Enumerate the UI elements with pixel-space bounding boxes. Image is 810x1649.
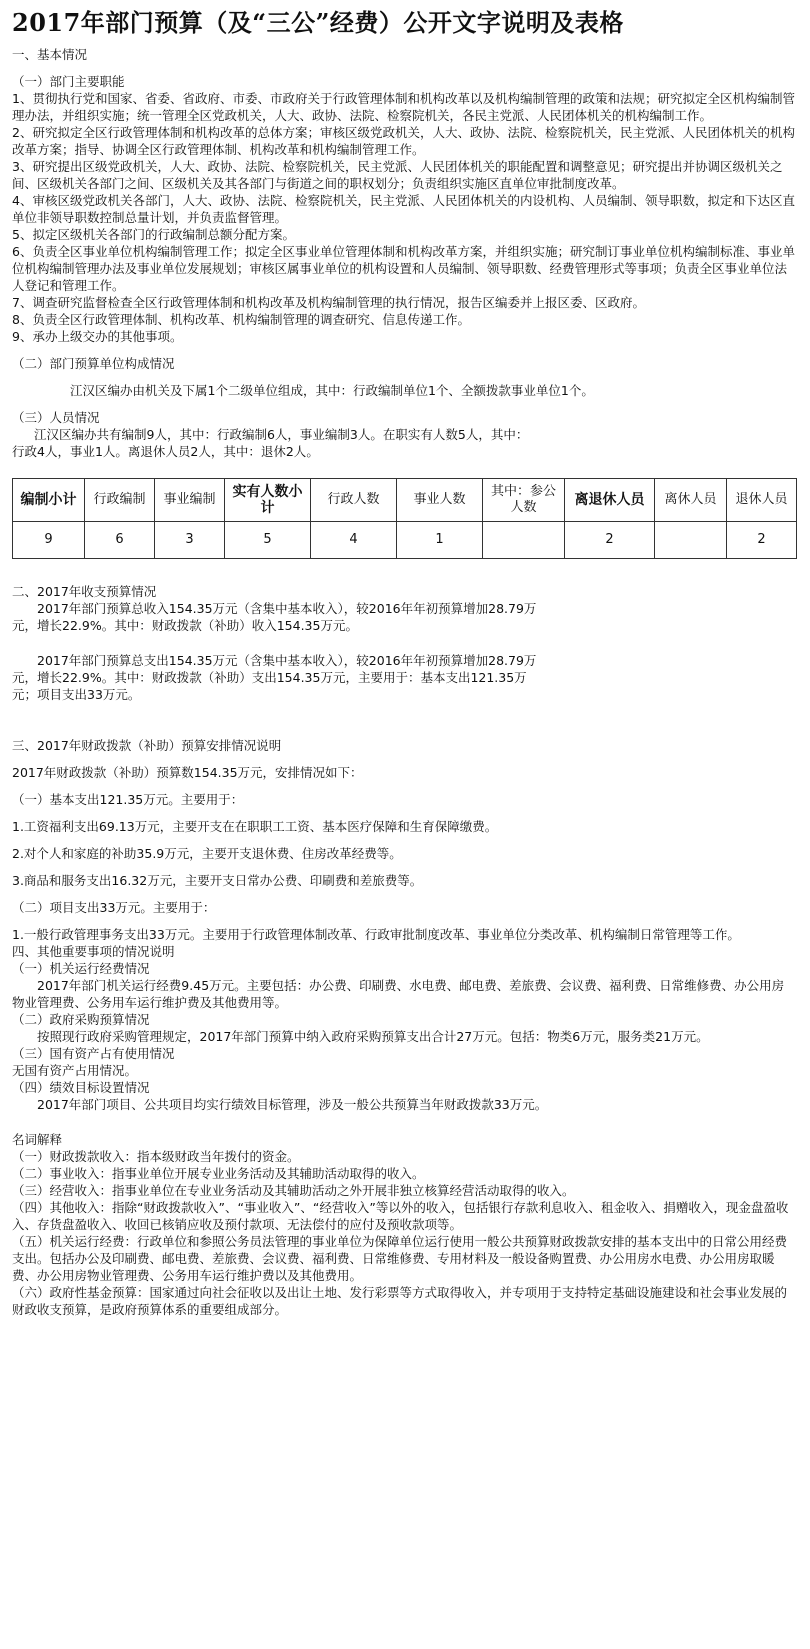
units-text: 江汉区编办由机关及下属1个二级单位组成，其中：行政编制单位1个、全额拨款事业单位1个。: [70, 383, 594, 398]
table-header-cell: 事业编制: [155, 479, 225, 522]
procurement-heading: （二）政府采购预算情况: [12, 1012, 150, 1027]
allocation-intro: 2017年财政拨款（补助）预算数154.35万元，安排情况如下：: [12, 765, 363, 780]
document-title: 2017年部门预算（及“三公”经费）公开文字说明及表格: [12, 8, 624, 37]
section-2-heading: 二、2017年收支预算情况: [12, 584, 157, 599]
staff-table: [12, 478, 797, 559]
duties-heading: （一）部门主要职能: [12, 74, 125, 89]
section-4-heading: 四、其他重要事项的情况说明: [12, 944, 175, 959]
staff-heading: （三）人员情况: [12, 410, 100, 425]
table-cell: [483, 522, 565, 559]
duty-item: 1、贯彻执行党和国家、省委、省政府、市委、市政府关于行政管理体制和机构改革以及机构编制管理的政策和法规；研究拟定全区机构编制管理办法，并组织实施；统一管理全区党政机关，人大、政协、法院、检察院机关，各民主党派、人民团体机关的机构编制工作。: [12, 91, 795, 123]
table-row: [13, 522, 797, 559]
units-heading: （二）部门预算单位构成情况: [12, 356, 175, 371]
glossary-item: （一）财政拨款收入：指本级财政当年拨付的资金。: [12, 1149, 300, 1164]
project-expense-heading: （二）项目支出33万元。主要用于：: [12, 900, 216, 915]
table-cell: 5: [225, 522, 311, 559]
staff-text-line-2: 行政4人，事业1人。离退休人员2人，其中：退休2人。: [12, 444, 319, 459]
table-header-cell: 事业人数: [397, 479, 483, 522]
duty-item: 5、拟定区级机关各部门的行政编制总额分配方案。: [12, 227, 295, 242]
procurement-text: 按照现行政府采购管理规定，2017年部门预算中纳入政府采购预算支出合计27万元。包括：物类6万元，服务类21万元。: [37, 1029, 709, 1044]
table-header-cell: 实有人数小计: [225, 479, 311, 522]
table-header-cell: 其中：参公人数: [483, 479, 565, 522]
duty-item: 4、审核区级党政机关各部门，人大、政协、法院、检察院机关，民主党派、人民团体机关的内设机构、人员编制、领导职数，拟定和下达区直单位非领导职数控制总量计划，并负责监督管理。: [12, 193, 795, 225]
table-header-row: [13, 479, 797, 522]
table-header-cell: 退休人员: [727, 479, 797, 522]
basic-expense-heading: （一）基本支出121.35万元。主要用于：: [12, 792, 244, 807]
glossary-heading: 名词解释: [12, 1132, 63, 1147]
section-3-heading: 三、2017年财政拨款（补助）预算安排情况说明: [12, 738, 282, 753]
basic-expense-item: 1.工资福利支出69.13万元，主要开支在在职职工工资、基本医疗保障和生育保障缴费。: [12, 819, 498, 834]
table-header-cell: 离退休人员: [565, 479, 655, 522]
basic-expense-item: 3.商品和服务支出16.32万元，主要开支日常办公费、印刷费和差旅费等。: [12, 873, 423, 888]
duty-item: 6、负责全区事业单位机构编制管理工作；拟定全区事业单位管理体制和机构改革方案，并组织实施；研究制订事业单位机构编制标准、事业单位机构编制管理办法及事业单位发展规划；审核区属事业单位的机构设置和人员编制、领导职数、经费管理形式等事项；负责全区事业单位法人登记和管理工作。: [12, 244, 795, 293]
table-header-cell: 离休人员: [655, 479, 727, 522]
duty-item: 3、研究提出区级党政机关，人大、政协、法院、检察院机关，民主党派、人民团体机关的职能配置和调整意见；研究提出并协调区级机关之间、区级机关各部门之间、区级机关及其各部门与街道之间的职权划分；负责组织实施区直单位审批制度改革。: [12, 159, 783, 191]
performance-heading: （四）绩效目标设置情况: [12, 1080, 150, 1095]
table-cell: 2: [727, 522, 797, 559]
document-page: [12, 6, 796, 1318]
table-header-cell: 行政人数: [311, 479, 397, 522]
assets-text: 无国有资产占用情况。: [12, 1063, 138, 1078]
income-text-line-1: 2017年部门预算总收入154.35万元（含集中基本收入），较2016年年初预算增加28.79万: [37, 601, 537, 616]
duty-item: 7、调查研究监督检查全区行政管理体制和机构改革及机构编制管理的执行情况，报告区编委并上报区委、区政府。: [12, 295, 645, 310]
assets-heading: （三）国有资产占有使用情况: [12, 1046, 175, 1061]
table-cell: 2: [565, 522, 655, 559]
table-cell: 9: [13, 522, 85, 559]
glossary-item: （二）事业收入：指事业单位开展专业业务活动及其辅助活动取得的收入。: [12, 1166, 425, 1181]
duty-item: 9、承办上级交办的其他事项。: [12, 329, 183, 344]
performance-text: 2017年部门项目、公共项目均实行绩效目标管理，涉及一般公共预算当年财政拨款33万元。: [37, 1097, 548, 1112]
duty-item: 8、负责全区行政管理体制、机构改革、机构编制管理的调查研究、信息传递工作。: [12, 312, 470, 327]
glossary-item: （六）政府性基金预算：国家通过向社会征收以及出让土地、发行彩票等方式取得收入，并专项用于支持特定基础设施建设和社会事业发展的财政收支预算，是政府预算体系的重要组成部分。: [12, 1285, 788, 1317]
expense-text-line-1: 2017年部门预算总支出154.35万元（含集中基本收入），较2016年年初预算增加28.79万: [37, 653, 537, 668]
income-text-line-2: 元，增长22.9%。其中：财政拨款（补助）收入154.35万元。: [12, 618, 358, 633]
table-cell: [655, 522, 727, 559]
glossary-item: （五）机关运行经费：行政单位和参照公务员法管理的事业单位为保障单位运行使用一般公共预算财政拨款安排的基本支出中的日常公用经费支出。包括办公及印刷费、邮电费、差旅费、会议费、福利费、日常维修费、专用材料及一般设备购置费、办公用房水电费、办公用房取暖费、办公用房物业管理费、公务用车运行维护费以及其他费用。: [12, 1234, 788, 1283]
table-cell: 4: [311, 522, 397, 559]
expense-text-line-2: 元，增长22.9%。其中：财政拨款（补助）支出154.35万元，主要用于：基本支出121.35万: [12, 670, 527, 685]
table-header-cell: 编制小计: [13, 479, 85, 522]
operating-cost-text: 2017年部门机关运行经费9.45万元。主要包括：办公费、印刷费、水电费、邮电费、差旅费、会议费、福利费、日常维修费、办公用房物业管理费、公务用车运行维护费及其他费用等。: [12, 978, 785, 1010]
expense-text-line-3: 元；项目支出33万元。: [12, 687, 141, 702]
table-cell: 3: [155, 522, 225, 559]
table-cell: 1: [397, 522, 483, 559]
glossary-item: （四）其他收入：指除“财政拨款收入”、“事业收入”、“经营收入”等以外的收入，包括银行存款利息收入、租金收入、捐赠收入，现金盘盈收入、存货盘盈收入、收回已核销应收及预付款项、无法偿付的应付及预收款项等。: [12, 1200, 789, 1232]
operating-cost-heading: （一）机关运行经费情况: [12, 961, 150, 976]
table-cell: 6: [85, 522, 155, 559]
table-header-cell: 行政编制: [85, 479, 155, 522]
staff-text-line-1: 江汉区编办共有编制9人，其中：行政编制6人，事业编制3人。在职实有人数5人，其中：: [34, 427, 529, 442]
project-expense-item: 1.一般行政管理事务支出33万元。主要用于行政管理体制改革、行政审批制度改革、事业单位分类改革、机构编制日常管理等工作。: [12, 927, 740, 942]
basic-expense-item: 2.对个人和家庭的补助35.9万元，主要开支退休费、住房改革经费等。: [12, 846, 402, 861]
section-1-heading: 一、基本情况: [12, 47, 88, 62]
glossary-item: （三）经营收入：指事业单位在专业业务活动及其辅助活动之外开展非独立核算经营活动取得的收入。: [12, 1183, 575, 1198]
duty-item: 2、研究拟定全区行政管理体制和机构改革的总体方案；审核区级党政机关，人大、政协、法院、检察院机关，民主党派、人民团体机关的机构改革方案；指导、协调全区行政管理体制、机构改革和机构编制管理工作。: [12, 125, 795, 157]
